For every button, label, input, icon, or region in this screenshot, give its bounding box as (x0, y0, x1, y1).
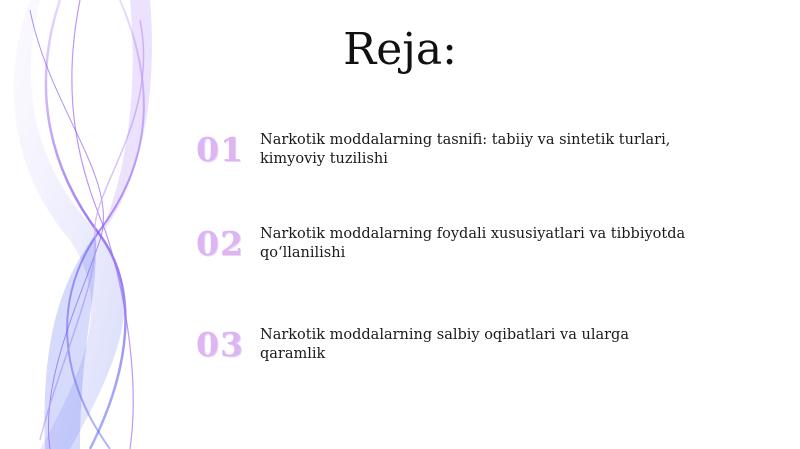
agenda-item (196, 130, 756, 169)
agenda-item-number: 02 (196, 224, 244, 263)
purple-smoke-decoration (0, 0, 200, 449)
agenda-item-number: 01 (196, 130, 244, 169)
agenda-item (196, 325, 756, 364)
agenda-item (196, 224, 756, 263)
agenda-item-text: Narkotik moddalarning tasnifi: tabiiy va sintetik turlari, kimyoviy tuzilishi (260, 131, 671, 167)
agenda-item-number: 03 (196, 325, 244, 364)
agenda-item-text: Narkotik moddalarning foydali xususiyatlari va tibbiyotda qo‘llanilishi (260, 225, 686, 261)
slide-title: Reja: (343, 24, 457, 75)
agenda-item-text: Narkotik moddalarning salbiy oqibatlari va ularga qaramlik (260, 326, 629, 362)
